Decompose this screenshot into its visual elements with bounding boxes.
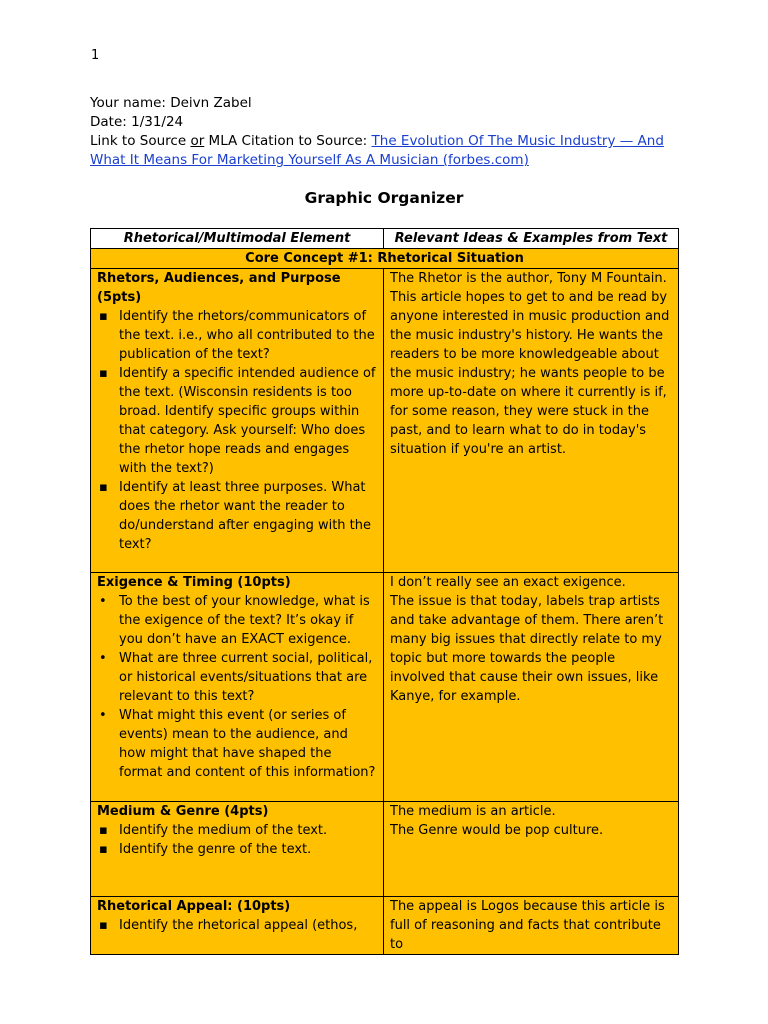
prompt-item: ▪ Identify the rhetors/communicators of the text. i.e., who all contributed to the publication of the text? — [119, 307, 377, 364]
source-link[interactable]: The Evolution Of The Music Industry — And What It Means For Marketing Yourself As A Musician (forbes.com) — [90, 133, 664, 168]
answer-text: The Rhetor is the author, Tony M Fountain. This article hopes to get to and be read by anyone interested in music production and the music industry's history. He wants the readers to be more knowledgeable about the music industry; he wants people to be more up-to-date on where it currently is if, for some reason, they were stuck in the past, and to learn what to do in today's situation if you're an artist. — [390, 271, 670, 457]
answer-cell[interactable] — [384, 897, 679, 955]
answer-text: The medium is an article. — [390, 804, 556, 819]
column-header-examples: Relevant Ideas & Examples from Text — [384, 229, 679, 249]
page-number: 1 — [91, 48, 100, 63]
row-title: Medium & Genre (4pts) — [97, 804, 269, 819]
name-line: Your name: Deivn Zabel — [90, 95, 252, 111]
source-or: or — [190, 133, 205, 149]
date-line: Date: 1/31/24 — [90, 114, 184, 130]
element-cell — [91, 897, 384, 955]
answer-cell[interactable] — [384, 573, 679, 802]
page-title: Graphic Organizer — [304, 189, 464, 207]
prompt-item: ▪ Identify the rhetorical appeal (ethos, — [119, 916, 377, 935]
prompt-item: • To the best of your knowledge, what is the exigence of the text? It’s okay if you don’t have an EXACT exigence. — [119, 592, 377, 649]
answer-cell[interactable] — [384, 269, 679, 573]
source-prefix-2: MLA Citation to Source: — [204, 133, 372, 149]
element-cell — [91, 573, 384, 802]
prompt-item: ▪ Identify the genre of the text. — [119, 840, 377, 859]
prompt-list — [97, 821, 377, 859]
prompt-item: ▪ Identify a specific intended audience of the text. (Wisconsin residents is too broad. Identify specific groups within that category. Ask yourself: Who does the rhetor hope reads and engages with the text?) — [119, 364, 377, 478]
table-row — [91, 269, 679, 573]
prompt-item: ▪ Identify at least three purposes. What does the rhetor want the reader to do/understand after engaging with the text? — [119, 478, 377, 554]
source-prefix-1: Link to Source — [90, 133, 191, 149]
column-header-element: Rhetorical/Multimodal Element — [91, 229, 384, 249]
row-title: Exigence & Timing (10pts) — [97, 575, 291, 590]
table-row — [91, 573, 679, 802]
row-title: Rhetorical Appeal: (10pts) — [97, 899, 291, 914]
prompt-item: ▪ Identify the medium of the text. — [119, 821, 377, 840]
answer-text: The Genre would be pop culture. — [390, 823, 604, 838]
prompt-list — [97, 916, 377, 935]
table-row — [91, 802, 679, 897]
element-cell — [91, 802, 384, 897]
table-header-row — [91, 229, 679, 249]
answer-text: The issue is that today, labels trap artists and take advantage of them. There aren’t many big issues that directly relate to my topic but more towards the people involved that cause their own issues, like Kanye, for example. — [390, 594, 664, 704]
prompt-item: • What are three current social, political, or historical events/situations that are relevant to this text? — [119, 649, 377, 706]
concept-row — [91, 249, 679, 269]
answer-text: The appeal is Logos because this article is full of reasoning and facts that contribute to — [390, 899, 665, 952]
element-cell — [91, 269, 384, 573]
answer-cell[interactable] — [384, 802, 679, 897]
source-line — [90, 132, 680, 170]
document-header — [90, 94, 680, 170]
graphic-organizer-table — [90, 228, 679, 955]
prompt-item: • What might this event (or series of events) mean to the audience, and how might that have shaped the format and content of this information? — [119, 706, 377, 782]
core-concept-heading: Core Concept #1: Rhetorical Situation — [91, 249, 679, 269]
table-row — [91, 897, 679, 955]
prompt-list — [97, 307, 377, 554]
answer-text: I don’t really see an exact exigence. — [390, 575, 626, 590]
row-title: Rhetors, Audiences, and Purpose (5pts) — [97, 271, 341, 305]
prompt-list — [97, 592, 377, 782]
